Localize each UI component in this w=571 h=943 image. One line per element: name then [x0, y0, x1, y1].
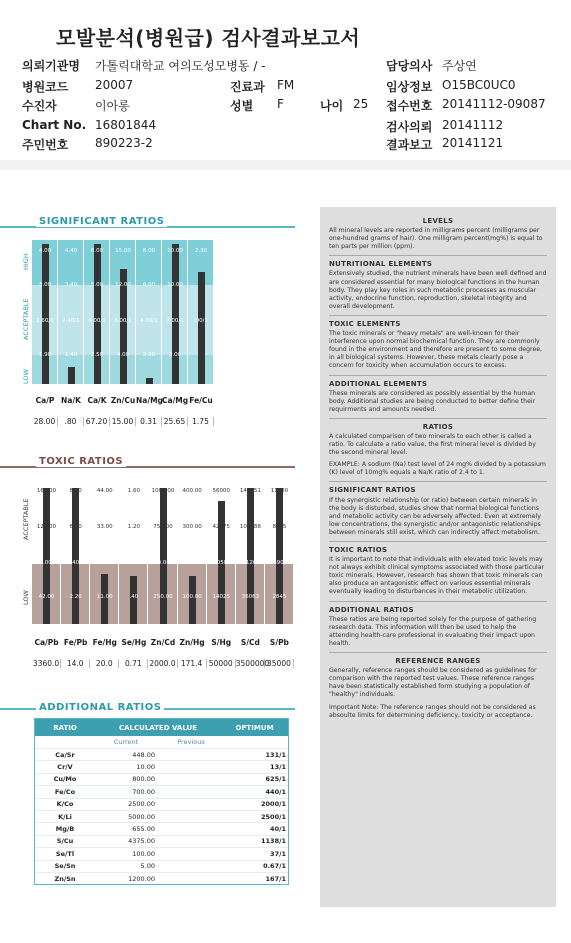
ratio-value: 35000	[265, 659, 294, 668]
optimum-cell: 0.67/1	[263, 862, 286, 871]
current-cell: 5.00	[140, 862, 155, 871]
tick-label: 8.80	[69, 488, 82, 494]
tick-label: 1.60	[127, 488, 140, 494]
table-row	[35, 785, 288, 797]
ratio-name: Na/Mg	[136, 396, 163, 405]
ratios-text: A calculated comparison of two minerals to each other is called a ratio. To calculate a ratio value, the first mineral level is divided by the second mineral level.	[329, 432, 536, 457]
significant-value-row	[32, 417, 214, 426]
field-value: O15BC0UC0	[442, 78, 516, 92]
tick-label: 1.90	[38, 352, 52, 358]
optimum-cell: 167/1	[265, 874, 286, 883]
optimum-cell: 13/1	[270, 763, 286, 772]
zone-label-acceptable: ACCEPTABLE	[22, 298, 30, 340]
tick-label: 400.00	[182, 488, 202, 494]
table-row	[35, 810, 288, 822]
ratio-bar	[94, 244, 101, 384]
tick-label: 14025	[212, 594, 230, 600]
field-label: 임상정보	[386, 80, 433, 94]
tick-label: 2.20	[69, 594, 82, 600]
table-row	[35, 748, 288, 760]
ratio-name: Fe/Cu	[189, 396, 213, 405]
optimum-cell: 625/1	[265, 775, 286, 784]
ratio-bar	[146, 378, 153, 384]
tick-label: 84.00/1	[35, 560, 58, 566]
ratio-bar	[160, 488, 167, 624]
ratios-example: EXAMPLE: A sodium (Na) test level of 24 mg% divided by a potassium (K) level of 10mg% equals a Na/K ratio of 2.4 to 1.	[329, 461, 546, 477]
tick-label: 3.00	[168, 352, 182, 358]
field-value: 890223-2	[95, 136, 153, 150]
tick-label: 11.00	[96, 594, 113, 600]
tick-label: 4.40/1	[66, 560, 85, 566]
tick-label: 71126/1	[238, 560, 262, 566]
table-row	[35, 835, 288, 847]
calc-header: CALCULATED VALUE	[118, 723, 197, 732]
divider	[329, 601, 547, 602]
ratio-name: Zn/Cd	[150, 638, 176, 647]
field-label: 결과보고	[386, 138, 433, 152]
toxic-ratios-chart	[32, 484, 294, 624]
tick-label: 4.40	[64, 248, 78, 254]
tick-label: 2.60/1	[36, 318, 54, 324]
zone-label-low: LOW	[22, 590, 30, 605]
tick-label: 2845	[272, 594, 287, 600]
ratio-value: 171.4	[178, 659, 207, 668]
tick-label: 2.40/1	[62, 318, 80, 324]
field-label: 병원코드	[22, 80, 69, 94]
ratio-bar	[276, 488, 283, 624]
tick-label: 44.00	[96, 488, 113, 494]
table-row	[35, 760, 288, 772]
optimum-header: OPTIMUM	[235, 723, 274, 732]
ratio-cell: Cu/Mo	[53, 775, 77, 784]
tick-label: 6.00	[142, 282, 156, 288]
optimum-cell: 1138/1	[261, 837, 286, 846]
ratio-bar	[172, 244, 179, 384]
info-panel	[320, 207, 556, 907]
current-cell: 4375.00	[128, 837, 155, 846]
current-cell: 655.00	[132, 825, 155, 834]
nutritional-text: Extensively studied, the nutrient minerals have been well defined and are considered essential for many biological functions in the human body. They play key roles in such metabolic processes as muscular activity, endocrine function, reproduction, skeletal integrity and overall development.	[329, 270, 547, 310]
current-header: Current	[113, 738, 139, 746]
tick-label: 250.00	[153, 594, 173, 600]
ratio-name: S/Pb	[269, 638, 289, 647]
ratio-value: 67.20	[84, 417, 110, 426]
ratio-name: Fe/Hg	[92, 638, 117, 647]
ratio-value: 15.00	[110, 417, 136, 426]
tick-label: 15.00	[115, 248, 131, 254]
tick-label: 2.30	[194, 248, 208, 254]
tick-label: 4.00/1	[140, 318, 158, 324]
tick-label: 5690/1	[269, 560, 290, 566]
ratio-value: 0.31	[136, 417, 162, 426]
divider	[329, 315, 547, 316]
tick-label: 2.00	[142, 352, 156, 358]
ratio-cell: K/Li	[58, 812, 72, 821]
ratio-name: S/Hg	[211, 638, 232, 647]
field-label: 의뢰기관명	[22, 59, 80, 73]
ratio-cell: Fe/Co	[54, 787, 76, 796]
significant-heading: SIGNIFICANT RATIOS	[329, 486, 416, 495]
report-title: 모발분석(병원급) 검사결과보고서	[56, 26, 361, 50]
optimum-cell: 2500/1	[261, 812, 286, 821]
table-body	[35, 748, 288, 884]
ratio-bar	[43, 488, 50, 624]
tick-label: 1.40	[64, 352, 78, 358]
ratio-name: Se/Hg	[121, 638, 147, 647]
field-value: 이아롱	[95, 99, 130, 113]
levels-heading: LEVELS	[422, 217, 454, 225]
field-value: F	[277, 97, 284, 111]
ratio-bar	[130, 576, 137, 624]
table-header	[35, 719, 288, 736]
tick-label: 12.00	[115, 282, 131, 288]
field-label: 수진자	[22, 99, 57, 113]
zone-label-high: HIGH	[22, 253, 30, 270]
tick-label: 200.00/1	[179, 560, 205, 566]
tick-label: 144251	[239, 488, 261, 494]
table-subheader	[35, 736, 288, 748]
table-row	[35, 822, 288, 834]
table-row	[35, 872, 288, 884]
ratio-cell: Se/Sn	[54, 862, 76, 871]
tick-label: 3.00	[38, 282, 52, 288]
toxic-heading: TOXIC ELEMENTS	[329, 319, 401, 328]
current-cell: 5000.00	[128, 812, 155, 821]
ratio-name: Ca/P	[35, 396, 55, 405]
field-value: 20141112	[442, 118, 504, 132]
tick-label: 4.00	[116, 352, 130, 358]
toxic-axis-labels	[32, 638, 294, 647]
ratio-header: RATIO	[53, 723, 77, 732]
significant-ratios-chart	[32, 240, 214, 384]
divider	[329, 652, 547, 653]
ratio-name: S/Cd	[240, 638, 260, 647]
zone-label-acceptable: ACCEPTABLE	[22, 498, 30, 540]
ratio-name: Na/K	[61, 396, 81, 405]
tick-label: 6.60	[69, 524, 82, 530]
ratios-heading: RATIOS	[422, 422, 454, 431]
field-value: FM	[277, 78, 295, 92]
additional-ratios-banner: ADDITIONAL RATIOS	[36, 702, 164, 713]
tick-label: 42.00	[38, 594, 55, 600]
current-cell: 448.00	[132, 750, 155, 759]
tick-label: 126.00	[36, 524, 57, 530]
ratio-value: .80	[58, 417, 84, 426]
ratio-name: Ca/Mg	[162, 396, 189, 405]
current-cell: 1200.00	[128, 874, 155, 883]
ratio-bar	[42, 244, 49, 384]
current-cell: 100.00	[132, 849, 155, 858]
tick-label: 4.00	[38, 248, 52, 254]
tick-label: 10.00	[167, 282, 183, 288]
ratio-cell: Ca/Sr	[55, 750, 75, 759]
tick-label: 2.50	[90, 352, 104, 358]
ratio-cell: Zn/Sn	[54, 874, 76, 883]
tick-label: 7.00/1	[166, 318, 184, 324]
field-value: 주상연	[442, 59, 477, 73]
optimum-cell: 37/1	[270, 849, 286, 858]
toxic-ratios-heading: TOXIC RATIOS	[329, 546, 388, 554]
table-row	[35, 773, 288, 785]
ratio-bar	[189, 576, 196, 624]
additional-ratios-text: These ratios are being reported solely for the purpose of gathering research data. This information will then be used to help the attending health-care professional in evaluating their impact upon health.	[329, 615, 537, 647]
tick-label: 8.00/1	[114, 318, 132, 324]
divider	[329, 481, 547, 482]
tick-label: 750.00	[153, 524, 173, 530]
ratio-cell: S/Cu	[56, 837, 74, 846]
optimum-cell: 440/1	[265, 787, 286, 796]
tick-label: 168.00	[36, 488, 57, 494]
ratio-value: 28.00	[32, 417, 58, 426]
significant-text: If the synergistic relationship (or ratio) between certain minerals in the body is disturbed, studies show that normal biological functions and metabolic activity can be adversely affected. Even at extremely low concentrations, the synergistic and/or antagonistic relationships between minerals still exist, which can indirectly affect metabolism.	[329, 496, 541, 536]
field-value: 16801844	[95, 118, 157, 132]
field-value: 20141112-09087	[442, 97, 546, 111]
additional-heading: ADDITIONAL ELEMENTS	[329, 379, 428, 388]
field-value: 20007	[95, 78, 134, 92]
ratio-value: 3500000	[235, 659, 270, 668]
field-label: Chart No.	[22, 118, 87, 132]
levels-text: All mineral levels are reported in milligrams percent (milligrams per one-hundred grams of hair). One milligram percent(mg%) is equal to ten parts per million (ppm).	[329, 227, 543, 251]
tick-label: .40	[129, 594, 139, 600]
optimum-cell: 131/1	[265, 750, 286, 759]
tick-label: 36063	[241, 594, 260, 600]
tick-label: 28050/1	[209, 560, 233, 566]
field-value: 25	[353, 97, 369, 111]
current-cell: 2500.00	[128, 800, 155, 809]
toxic-ratios-text: It is important to note that individuals with elevated toxic levels may not always exhibit clinical symptoms associated with those particular toxic minerals. However, research has shown that toxic minerals can also produce an antagonistic effect on various essential minerals eventually leading to disturbances in their metabolic utilization.	[329, 556, 545, 596]
ratio-value: 0.71	[119, 659, 148, 668]
ratio-name: Ca/K	[87, 396, 107, 405]
toxic-ratios-banner: TOXIC RATIOS	[36, 456, 126, 467]
tick-label: 100.00	[182, 594, 202, 600]
tick-label: 8535	[272, 524, 287, 530]
ratio-value: 20.0	[90, 659, 119, 668]
ratio-name: Ca/Pb	[34, 638, 59, 647]
tick-label: 6.00	[90, 248, 104, 254]
divider	[329, 255, 547, 256]
table-row	[35, 798, 288, 810]
field-label: 검사의뢰	[386, 120, 433, 134]
ratio-bar	[68, 367, 75, 384]
tick-label: .80/1	[126, 560, 141, 566]
chart-column	[58, 240, 84, 384]
field-label: 성별	[230, 99, 254, 113]
additional-text: These minerals are considered as possibly essential by the human body. Additional studies are being conducted to better define their requirments and amounts needed.	[329, 389, 536, 413]
tick-label: 11380	[270, 488, 289, 494]
optimum-cell: 40/1	[270, 825, 286, 834]
section-divider	[0, 160, 571, 170]
ratio-value: 3360.0	[32, 659, 60, 668]
optimum-cell: 2000/1	[261, 800, 286, 809]
ratio-value: 14.0	[61, 659, 90, 668]
table-row	[35, 860, 288, 872]
ratio-value: 2000.0	[149, 659, 176, 668]
significant-axis-labels	[32, 396, 214, 405]
ratio-value: 50000	[207, 659, 236, 668]
field-value: 20141121	[442, 136, 504, 150]
field-label: 주민번호	[22, 138, 69, 152]
previous-header: Previous	[177, 738, 205, 746]
ratio-name: Fe/Pb	[63, 638, 88, 647]
tick-label: 33.00	[96, 524, 113, 530]
additional-ratios-table	[34, 718, 289, 885]
ratio-value: 1.75	[188, 417, 214, 426]
tick-label: 22.00/1	[94, 560, 116, 566]
ratio-cell: Cr/V	[57, 763, 73, 772]
ratio-name: Zn/Hg	[179, 638, 205, 647]
tick-label: 4.00/1	[88, 318, 106, 324]
ratio-bar	[198, 272, 205, 384]
tick-label: 3.40	[64, 282, 78, 288]
ratio-bar	[72, 488, 79, 624]
reference-text: Generally, reference ranges should be considered as guidelines for comparison with the reported test values. These reference ranges have been statistically established form studying a population of "healthy" individuals.	[329, 667, 537, 699]
table-row	[35, 847, 288, 859]
tick-label: 108188	[239, 524, 261, 530]
nutritional-heading: NUTRITIONAL ELEMENTS	[329, 260, 433, 269]
divider	[329, 375, 547, 376]
zone-label-low: LOW	[22, 369, 30, 384]
current-cell: 800.00	[132, 775, 155, 784]
chart-column	[136, 240, 162, 384]
ratio-cell: Mg/B	[55, 825, 75, 834]
tick-label: 1000.00	[151, 488, 175, 494]
tick-label: 8.00	[142, 248, 156, 254]
field-label: 담당의사	[386, 59, 433, 73]
significant-ratios-banner: SIGNIFICANT RATIOS	[36, 216, 167, 227]
ratio-value: 25.65	[162, 417, 188, 426]
tick-label: .90/1	[193, 318, 209, 324]
tick-label: 1.20	[127, 524, 140, 530]
ratio-bar	[247, 488, 254, 624]
field-label: 나이	[320, 99, 344, 113]
toxic-value-row	[32, 659, 294, 668]
reference-heading: REFERENCE RANGES	[395, 657, 481, 666]
additional-ratios-heading: ADDITIONAL RATIOS	[329, 605, 414, 614]
current-cell: 700.00	[132, 787, 155, 796]
divider	[329, 541, 547, 542]
field-value: 가톨릭대학교 여의도성모병동 / -	[95, 59, 266, 73]
ratio-name: Zn/Cu	[110, 396, 136, 405]
ratio-cell: Se/Tl	[55, 849, 75, 858]
tick-label: 500.00/1	[150, 560, 176, 566]
reference-note: Important Note: The reference ranges should not be considered as absoulte limits for determining deficiency, toxicity or acceptance.	[329, 703, 536, 719]
field-label: 접수번호	[386, 99, 433, 113]
toxic-text: The toxic minerals or "heavy metals" are well-known for their interference upon normal biochemical function. They are commonly found in the environment and therefore are present to some degree, in all biological systems. However, these metals clearly pose a concern for toxicity when accumulation occurs to excess.	[329, 330, 543, 370]
tick-label: 10.00	[167, 248, 183, 254]
divider	[329, 418, 547, 419]
tick-label: 42075	[212, 524, 230, 530]
tick-label: 5.00	[90, 282, 104, 288]
tick-label: 300.00	[182, 524, 202, 530]
ratio-cell: K/Co	[56, 800, 74, 809]
tick-label: 56000	[212, 488, 230, 494]
current-cell: 10.00	[136, 763, 155, 772]
field-label: 진료과	[230, 80, 265, 94]
